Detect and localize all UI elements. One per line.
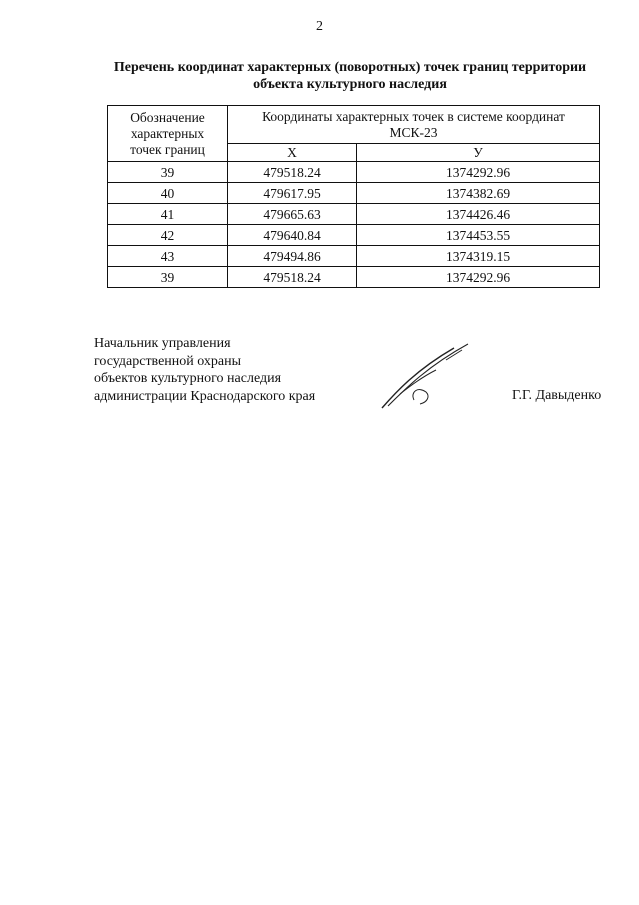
y-cell: 1374292.96 — [357, 162, 600, 183]
page-number: 2 — [316, 19, 323, 34]
position-line: объектов культурного наследия — [94, 371, 282, 386]
header-line: Обозначение — [130, 109, 205, 125]
point-cell: 39 — [108, 267, 228, 288]
header-line: Координаты характерных точек в системе координат — [262, 108, 565, 124]
header-coordinate-system — [228, 106, 600, 144]
header-line: характерных — [130, 125, 205, 141]
y-cell: 1374382.69 — [357, 183, 600, 204]
header-y: У — [357, 144, 600, 162]
header-x: Х — [228, 144, 357, 162]
point-cell: 42 — [108, 225, 228, 246]
x-cell: 479665.63 — [228, 204, 357, 225]
point-cell: 41 — [108, 204, 228, 225]
signer-position — [94, 335, 315, 405]
position-line: администрации Краснодарского края — [94, 388, 316, 404]
title-line: Перечень координат характерных (поворотных) точек границ территории — [113, 60, 587, 75]
table-header-row — [108, 106, 600, 144]
header-designation — [108, 106, 228, 162]
table-row — [108, 267, 600, 288]
x-cell: 479640.84 — [228, 225, 357, 246]
title-line: объекта культурного наследия — [253, 77, 447, 92]
x-cell: 479518.24 — [228, 267, 357, 288]
position-line: государственной охраны — [94, 353, 242, 369]
position-line: Начальник управления — [94, 336, 231, 351]
x-cell: 479518.24 — [228, 162, 357, 183]
table-row — [108, 246, 600, 267]
point-cell: 43 — [108, 246, 228, 267]
y-cell: 1374426.46 — [357, 204, 600, 225]
table-row — [108, 183, 600, 204]
table-row — [108, 225, 600, 246]
document-title — [80, 59, 620, 93]
y-cell: 1374292.96 — [357, 267, 600, 288]
y-cell: 1374453.55 — [357, 225, 600, 246]
point-cell: 39 — [108, 162, 228, 183]
handwritten-signature — [376, 340, 476, 412]
header-line: МСК-23 — [389, 124, 438, 140]
coordinates-table — [107, 105, 600, 288]
table-row — [108, 162, 600, 183]
header-line: точек границ — [130, 141, 205, 157]
x-cell: 479494.86 — [228, 246, 357, 267]
x-cell: 479617.95 — [228, 183, 357, 204]
signer-name: Г.Г. Давыденко — [512, 388, 602, 403]
point-cell: 40 — [108, 183, 228, 204]
y-cell: 1374319.15 — [357, 246, 600, 267]
table-row — [108, 204, 600, 225]
